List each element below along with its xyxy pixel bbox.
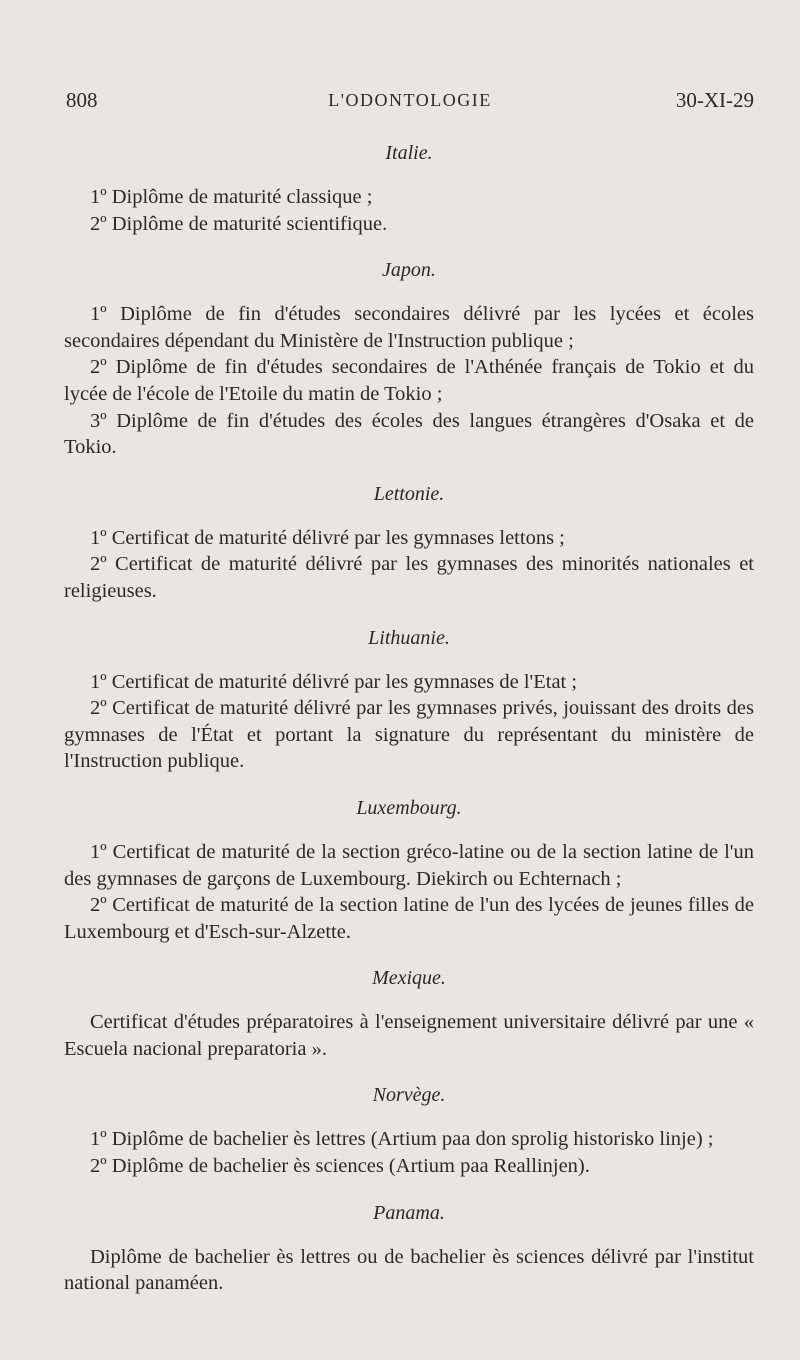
section-mexique [64, 965, 754, 1062]
section-item: 1º Certificat de maturité délivré par les gymnases lettons ; [90, 526, 565, 549]
section-japon [64, 257, 754, 461]
section-item: 1º Certificat de maturité délivré par les gymnases de l'Etat ; [90, 670, 578, 693]
section-item: 2º Diplôme de maturité scientifique. [90, 212, 388, 235]
section-item: Certificat d'études préparatoires à l'enseignement universitaire délivré par une « Escuela nacional preparatoria ». [64, 1011, 754, 1060]
issue-date: 30-XI-29 [675, 88, 754, 112]
section-title: Lithuanie. [368, 626, 450, 649]
section-item: 1º Diplôme de bachelier ès lettres (Artium paa don sprolig historisko linje) ; [90, 1128, 714, 1151]
running-head [66, 88, 754, 118]
section-title: Italie. [385, 142, 433, 164]
page-body [64, 140, 754, 1317]
section-item: 2º Certificat de maturité délivré par les gymnases des minorités nationales et religieuses. [64, 553, 754, 602]
section-item: 2º Diplôme de fin d'études secondaires de l'Athénée français de Tokio et du lycée de l'école de l'Etoile du matin de Tokio ; [64, 356, 754, 405]
section-italie [64, 140, 754, 237]
page-number: 808 [66, 88, 98, 112]
section-panama [64, 1200, 754, 1297]
section-item: 3º Diplôme de fin d'études des écoles des langues étrangères d'Osaka et de Tokio. [64, 409, 754, 459]
section-item: 2º Certificat de maturité délivré par les gymnases privés, jouissant des droits des gymnases de l'État et portant la signature du représentant du ministère de l'Instruction publique. [64, 697, 754, 773]
section-norvege [64, 1082, 754, 1179]
section-item: 1º Certificat de maturité de la section gréco-latine ou de la section latine de l'un des gymnases de garçons de Luxembourg. Diekirch ou Echternach ; [64, 840, 754, 890]
section-luxembourg [64, 795, 754, 945]
section-title: Luxembourg. [356, 796, 462, 819]
section-title: Mexique. [372, 967, 446, 990]
section-title: Norvège. [372, 1084, 446, 1107]
section-item: 2º Certificat de maturité de la section latine de l'un des lycées de jeunes filles de Luxembourg et d'Esch-sur-Alzette. [64, 894, 754, 943]
journal-title: L'ODONTOLOGIE [328, 90, 492, 110]
section-item: 2º Diplôme de bachelier ès sciences (Artium paa Reallinjen). [90, 1155, 590, 1178]
section-item: Diplôme de bachelier ès lettres ou de bachelier ès sciences délivré par l'institut national panaméen. [64, 1245, 754, 1295]
section-item: 1º Diplôme de maturité classique ; [90, 186, 373, 208]
section-title: Panama. [373, 1201, 445, 1224]
section-title: Japon. [382, 259, 436, 282]
section-lettonie [64, 481, 754, 605]
section-lithuanie [64, 625, 754, 775]
section-item: 1º Diplôme de fin d'études secondaires délivré par les lycées et écoles secondaires dépendant du Ministère de l'Instruction publique ; [64, 303, 754, 352]
section-title: Lettonie. [373, 482, 445, 505]
